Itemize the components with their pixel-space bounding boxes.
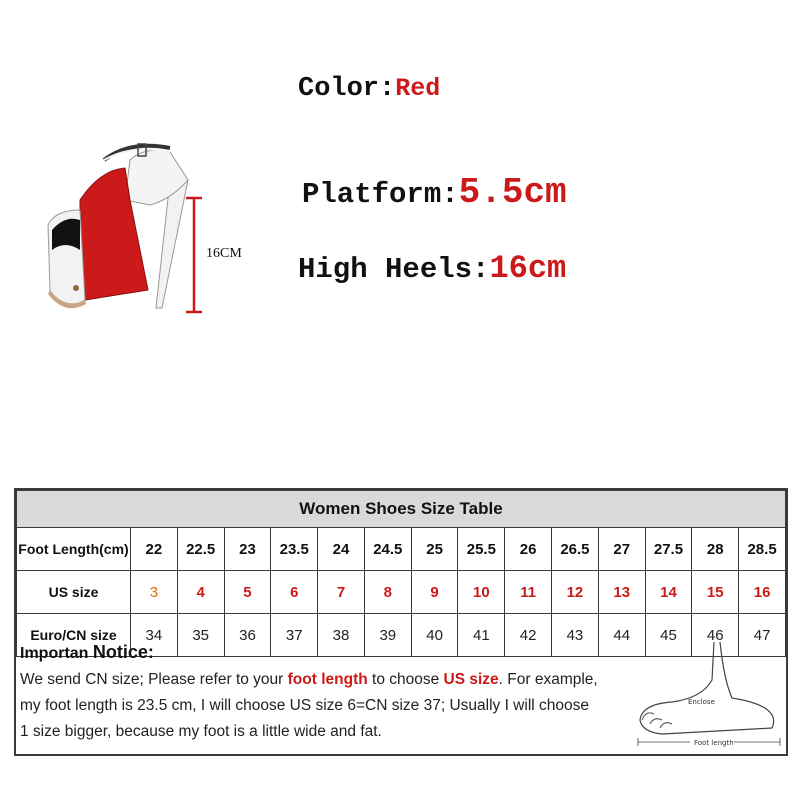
high-heel-shoe-icon — [20, 140, 260, 330]
foot-length-diagram-label: Foot length — [694, 739, 734, 747]
euro-size-cell: 35 — [177, 614, 224, 657]
us-size-emphasis: US size — [443, 671, 499, 688]
us-size-cell: 6 — [271, 571, 318, 614]
euro-size-cell: 44 — [598, 614, 645, 657]
foot-length-cell: 26.5 — [552, 528, 599, 571]
foot-length-cell: 27 — [598, 528, 645, 571]
color-spec — [298, 74, 440, 104]
platform-label: Platform: — [302, 178, 459, 211]
euro-size-cell: 38 — [318, 614, 365, 657]
notice-line-3: 1 size bigger, because my foot is a little wide and fat. — [20, 723, 382, 740]
foot-length-cell: 28.5 — [739, 528, 786, 571]
euro-size-cell: 39 — [364, 614, 411, 657]
foot-length-cell: 24 — [318, 528, 365, 571]
euro-size-cell: 45 — [645, 614, 692, 657]
color-label: Color: — [298, 74, 396, 104]
foot-length-cell: 26 — [505, 528, 552, 571]
heels-spec — [298, 250, 566, 287]
euro-size-cell: 41 — [458, 614, 505, 657]
foot-measure-icon — [632, 640, 782, 750]
heels-value: 16cm — [489, 250, 567, 287]
us-size-cell: 10 — [458, 571, 505, 614]
euro-size-cell: 40 — [411, 614, 458, 657]
foot-length-row — [17, 528, 786, 571]
euro-size-cell: 42 — [505, 614, 552, 657]
notice-line-2: my foot length is 23.5 cm, I will choose US size 6=CN size 37; Usually I will choose — [20, 697, 589, 714]
us-size-cell: 9 — [411, 571, 458, 614]
heel-height-label: 16CM — [206, 246, 242, 261]
euro-size-cell: 46 — [692, 614, 739, 657]
notice-line-1: We send CN size; Please refer to your foot length to choose US size. For example, — [20, 671, 598, 688]
foot-length-header: Foot Length(cm) — [17, 528, 131, 571]
euro-size-cell: 37 — [271, 614, 318, 657]
size-table — [16, 490, 786, 657]
us-size-cell: 15 — [692, 571, 739, 614]
foot-length-cell: 25 — [411, 528, 458, 571]
notice-title: Importan Notice: — [20, 642, 154, 662]
us-size-row — [17, 571, 786, 614]
foot-length-cell: 25.5 — [458, 528, 505, 571]
size-table-panel — [14, 488, 788, 756]
foot-length-cell: 23.5 — [271, 528, 318, 571]
foot-length-cell: 24.5 — [364, 528, 411, 571]
euro-size-cell: 34 — [131, 614, 178, 657]
euro-size-cell: 47 — [739, 614, 786, 657]
euro-size-header: Euro/CN size — [17, 614, 131, 657]
foot-length-cell: 28 — [692, 528, 739, 571]
notice-text — [20, 639, 630, 745]
us-size-cell: 7 — [318, 571, 365, 614]
us-size-cell: 8 — [364, 571, 411, 614]
euro-size-cell: 43 — [552, 614, 599, 657]
us-size-cell: 12 — [552, 571, 599, 614]
color-value: Red — [395, 74, 441, 103]
enclose-label: Enclose — [688, 698, 715, 706]
table-title: Women Shoes Size Table — [17, 491, 786, 528]
us-size-cell: 3 — [131, 571, 178, 614]
foot-length-cell: 27.5 — [645, 528, 692, 571]
us-size-cell: 16 — [739, 571, 786, 614]
foot-length-emphasis: foot length — [287, 671, 368, 688]
euro-size-cell: 36 — [224, 614, 271, 657]
heels-label: High Heels: — [298, 253, 490, 286]
us-size-cell: 14 — [645, 571, 692, 614]
platform-spec — [302, 172, 567, 213]
foot-length-cell: 22.5 — [177, 528, 224, 571]
us-size-cell: 11 — [505, 571, 552, 614]
us-size-header: US size — [17, 571, 131, 614]
us-size-cell: 13 — [598, 571, 645, 614]
us-size-cell: 5 — [224, 571, 271, 614]
foot-length-cell: 23 — [224, 528, 271, 571]
platform-value: 5.5cm — [458, 172, 567, 213]
us-size-cell: 4 — [177, 571, 224, 614]
foot-length-cell: 22 — [131, 528, 178, 571]
